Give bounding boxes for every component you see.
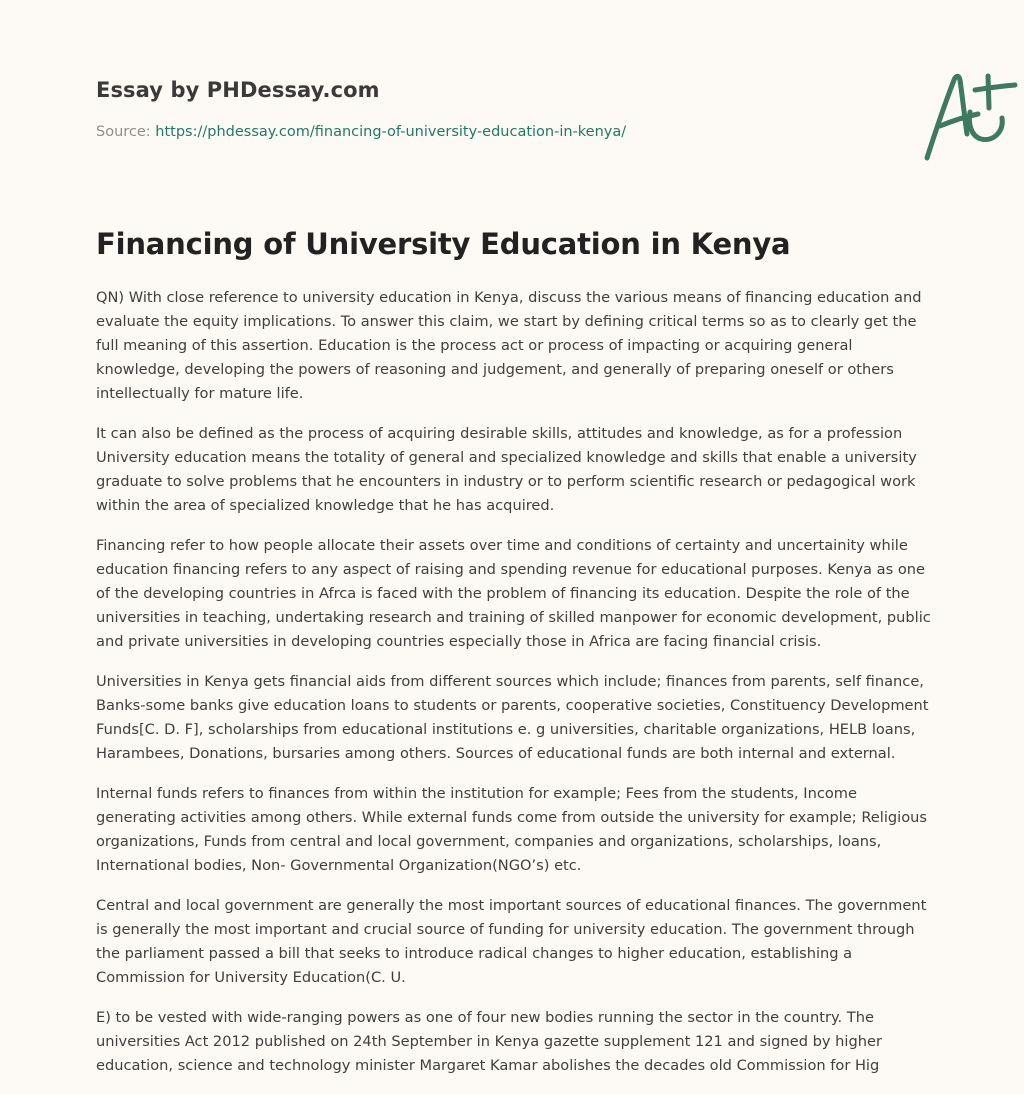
paragraph: Central and local government are generally the most important sources of educational finances. The government is generally the most important and crucial source of funding for university education. The government through the parliament passed a bill that seeks to introduce radical changes to higher education, establishing a Commission for University Education(C. U. (96, 897, 927, 986)
essay-body (96, 286, 932, 1094)
paragraph: Financing refer to how people allocate their assets over time and conditions of certainty and uncertainity while education financing refers to any aspect of raising and spending revenue for educational purposes. Kenya as one of the developing countries in Afrca is faced with the problem of financing its education. Despite the role of the universities in teaching, undertaking research and training of skilled manpower for economic development, public and private universities in developing countries especially those in Africa are facing financial crisis. (96, 537, 931, 650)
source-label: Source: (96, 124, 156, 140)
source-link[interactable]: https://phdessay.com/financing-of-university-education-in-kenya/ (155, 124, 627, 140)
a-plus-logo-icon (918, 66, 1024, 166)
paragraph: QN) With close reference to university education in Kenya, discuss the various means of financing education and evaluate the equity implications. To answer this claim, we start by defining critical terms so as to clearly get the full meaning of this assertion. Education is the process act or process of impacting or acquiring general knowledge, developing the powers of reasoning and judgement, and generally of preparing oneself or others intellectually for mature life. (96, 289, 922, 402)
paragraph: E) to be vested with wide-ranging powers as one of four new bodies running the sector in the country. The universities Act 2012 published on 24th September in Kenya gazette supplement 121 and signed by higher education, science and technology minister Margaret Kamar abolishes the decades old Commission for Hig (96, 1009, 882, 1074)
paragraph: Universities in Kenya gets financial aids from different sources which include; finances from parents, self finance, Banks-some banks give education loans to students or parents, cooperative societies, Constituency Development Funds[C. D. F], scholarships from educational institutions e. g universities, charitable organizations, HELB loans, Harambees, Donations, bursaries among others. Sources of educational funds are both internal and external. (96, 673, 929, 762)
paragraph: Internal funds refers to finances from within the institution for example; Fees from the students, Income generating activities among others. While external funds come from outside the university for example; Religious organizations, Funds from central and local government, companies and organizations, scholarships, loans, International bodies, Non- Governmental Organization(NGO’s) etc. (96, 785, 927, 874)
essay-title: Financing of University Education in Kenya (96, 227, 791, 261)
paragraph: It can also be defined as the process of acquiring desirable skills, attitudes and knowledge, as for a profession University education means the totality of general and specialized knowledge and skills that enable a university graduate to solve problems that he encounters in industry or to perform scientific research or pedagogical work within the area of specialized knowledge that he has acquired. (96, 425, 917, 514)
source-line (96, 124, 626, 140)
site-brand: Essay by PHDessay.com (96, 78, 380, 102)
